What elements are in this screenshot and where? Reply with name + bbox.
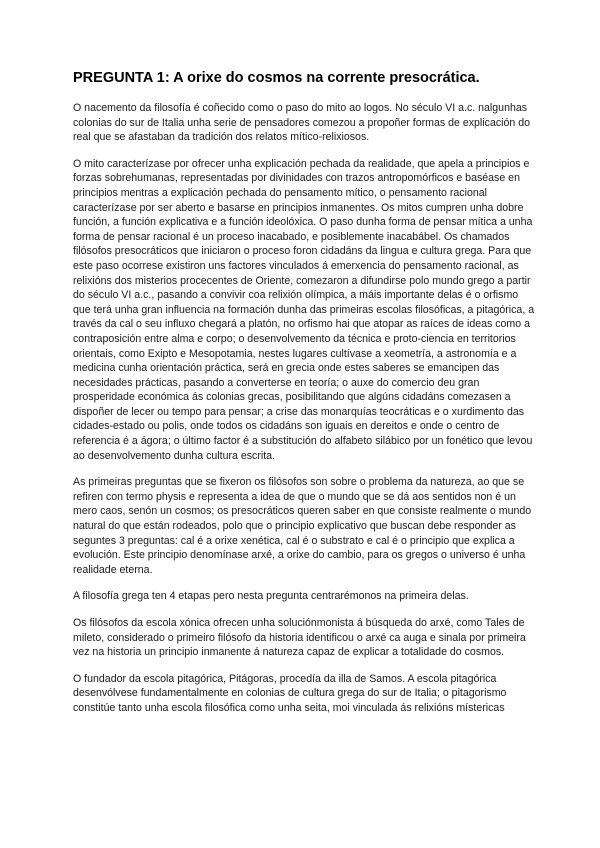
paragraph-intro: O nacemento da filosofía é coñecido como o paso do mito ao logos. No século VI a.c. nalgunhas colonias do sur de Italia unha serie de pensadores comezou a propoñer formas de explicación do real que se afastaban da tradición dos relatos mítico-relixiosos. [73, 102, 530, 144]
paragraph-four-stages: A filosofía grega ten 4 etapas pero nesta pregunta centrarémonos na primeira delas. [73, 590, 469, 603]
paragraph-ionian-school: Os filósofos da escola xónica ofrecen unha soluciónmonista á búsqueda do arxé, como Tales de mileto, considerado o primeiro filósofo da historia identificou o arxé ca auga e sinala por primeira vez na historia un principio inmanente á natureza capaz de explicar a totalidade do cosmos. [73, 617, 526, 659]
paragraph-myth-vs-logos: O mito caracterízase por ofrecer unha explicación pechada da realidade, que apela a principios e forzas sobrehumanas, representadas por divinidades con trazos antropomórficos e baséase en principios mentras a explicación pechada do pensamento mítico, o pensamento racional caracterízase por ser aberto e basarse en principios inmanentes. Os mitos cumpren unha dobre función, a función explicativa e a función ideolóxica. O paso dunha forma de pensar mítica a unha forma de pensar racional é un proceso inacabado, e posiblemente inacabábel. Os chamados filósofos presocráticos que iniciaron o proceso foron cidadáns da lingua e cultura grega. Para que este paso ocorrese existiron uns factores vinculados á emerxencia do pensamento racional, as relixións dos misterios procecentes de Oriente, comezaron a difundirse polo mundo grego a partir do século VI a.c., pasando a convivir coa relixión olímpica, a máis importante delas é o orfismo que terá unha gran influencia na formación dunha das primeiras escolas filosóficas, a pitagórica, a través da cal o seu influxo chegará a platón, no orfismo hai que atopar as raíces de ideas como a contraposición entre alma e corpo; o desenvolvemento da técnica e proto-ciencia en territorios orientais, como Exipto e Mesopotamia, nestes lugares cultívase a xeometría, a astronomía e a medicina cunha orientación práctica, será en grecia onde estes saberes se emancipen das necesidades prácticas, pasando a converterse en teoría; o auxe do comercio deu gran prosperidade económica ás colonias grecas, posibilitando que algúns cidadáns comezasen a dispoñer de lecer ou tempo para pensar; a crise das monarquías teocráticas e o xurdimento das cidades-estado ou polis, onde todos os cidadáns son iguais en dereitos e onde o centro de referencia é a ágora; o último factor é a substitución do alfabeto silábico por un fonético que levou ao desenvolvemento dunha cultura escrita. [73, 157, 535, 462]
paragraph-pythagorean-school: O fundador da escola pitagórica, Pitágoras, procedía da illa de Samos. A escola pitagórica desenvólvese fundamentalmente en colonias de cultura grega do sur de Italia; o pitagorismo constitúe tanto unha escola filosófica como unha seita, moi vinculada ás relixións místericas [73, 672, 507, 714]
paragraph-first-questions: As primeiras preguntas que se fixeron os filósofos son sobre o problema da natureza, ao que se refiren con termo physis e representa a idea de que o mundo que se dá aos sentidos non é un mero caos, senón un cosmos; os presocráticos queren saber en que consiste realmente o mundo natural do que están rodeados, polo que o principio explicativo que buscan debe responder as seguntes 3 preguntas: cal é a orixe xenética, cal é o substrato e cal é o principio que explica a evolución. Este principio denomínase arxé, a orixe do cambio, para os gregos o universo é unha realidade eterna. [73, 476, 532, 576]
page-title: PREGUNTA 1: A orixe do cosmos na corrente presocrática. [73, 70, 480, 86]
